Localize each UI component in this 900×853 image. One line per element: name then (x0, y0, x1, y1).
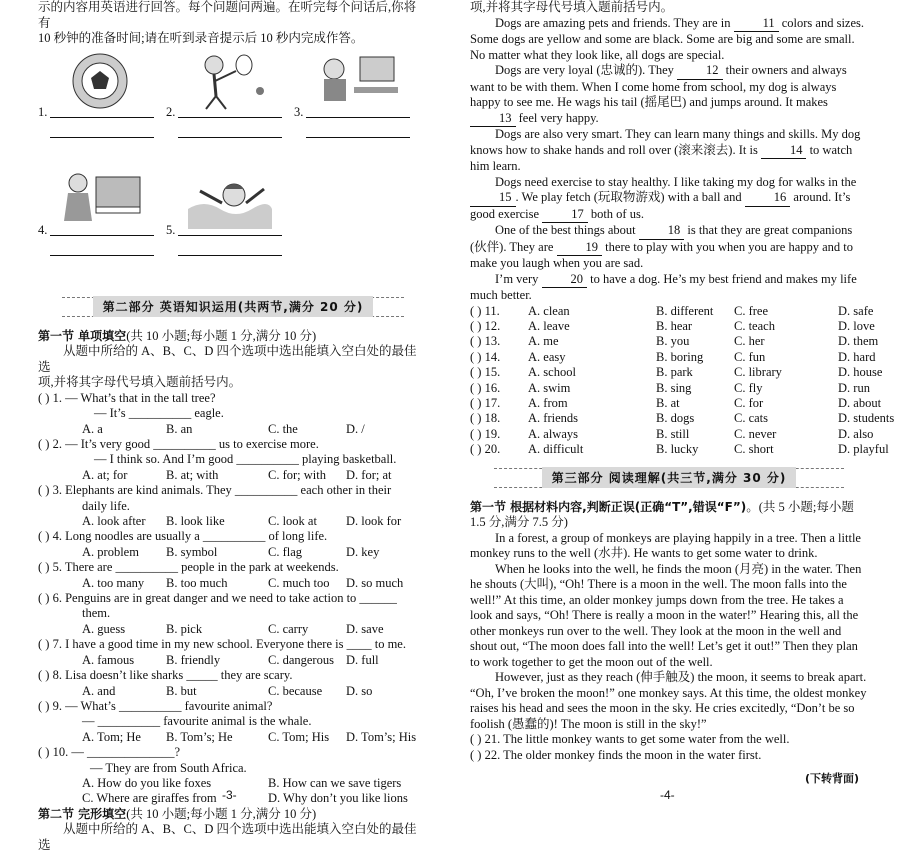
option: D. them (838, 334, 879, 349)
section2-note: (共 10 小题;每小题 1 分,满分 10 分) (126, 806, 317, 821)
option: C. teach (734, 318, 775, 333)
section1-instruction: 从题中所给的 A、B、C、D 四个选项中选出能填入空白处的最佳选 (38, 344, 417, 374)
picture-3: 3. (294, 51, 422, 169)
answer-line[interactable] (50, 117, 154, 118)
answer-line[interactable] (178, 255, 282, 256)
left-page (38, 0, 428, 853)
answer-line[interactable] (50, 137, 154, 138)
question-10: ( ) 10. — ______________? — They are from South Africa. A. How do you like foxes B. How can we save tigers C. Where are giraffes from D. Why don’t you like lions (38, 745, 408, 806)
cloze-blank[interactable]: 16 (745, 190, 791, 207)
cloze-blank[interactable]: 13 (470, 111, 516, 128)
cloze-blank[interactable]: 18 (639, 223, 685, 240)
passage-paragraph (470, 127, 868, 175)
cloze-question (470, 411, 895, 426)
right-top-line: 项,并将其字母代号填入题前括号内。 (470, 0, 674, 14)
cloze-question (470, 395, 882, 411)
option: B. at (656, 395, 680, 410)
cloze-question (470, 349, 876, 365)
option: A. friends (528, 411, 578, 426)
option: D. house (838, 365, 883, 380)
question-number: ( ) 12. (470, 318, 501, 333)
option: B. hear (656, 318, 693, 333)
option: A. me (528, 334, 559, 349)
option: D. also (838, 426, 874, 441)
option: C. her (734, 334, 765, 349)
question-6: ( ) 6. Penguins are in great danger and we need to take action to ______ them. A. guess B. pick C. carry D. save (38, 590, 397, 636)
page-number-left: -3- (222, 788, 237, 802)
cloze-question (470, 318, 875, 334)
question-8: ( ) 8. Lisa doesn’t like sharks _____ they are scary. A. and B. but C. because D. so (38, 668, 373, 698)
option: B. boring (656, 349, 704, 364)
cloze-blank[interactable]: 17 (542, 207, 588, 224)
question-4: ( ) 4. Long noodles are usually a __________ of long life. A. problem B. symbol C. flag D. key (38, 529, 380, 559)
option: B. still (656, 426, 690, 441)
right-page (470, 0, 895, 763)
section1-title: 第一节 单项填空 (38, 328, 127, 343)
passage-text: Dogs need exercise to stay healthy. I like taking my dog for walks in the (495, 174, 857, 189)
intro-line-1: 示的内容用英语进行回答。每个问题问两遍。在听完每个问话后,你将有 (38, 0, 417, 30)
cloze-passage (470, 16, 868, 304)
cloze-blank[interactable]: 11 (734, 16, 779, 33)
option: B. different (656, 303, 714, 318)
passage-paragraph (470, 223, 868, 272)
question-number: ( ) 19. (470, 426, 501, 441)
reading-paragraph-3: However, just as they reach (伸手触及) the moon, it seems to break apart. “Oh, I’ve broken the moon!” one monkey says. At this time, the oldest monkey raises his head and sees the moon in the sky. He cries excitedly, “Don’t be so foolish (愚蠢的)! The moon is still in the sky!” (470, 670, 867, 731)
option: C. library (734, 365, 782, 380)
answer-line[interactable] (306, 137, 410, 138)
passage-text: around. It’s good exercise (470, 190, 851, 221)
option: D. playful (838, 442, 889, 457)
section2-instruction: 从题中所给的 A、B、C、D 四个选项中选出能填入空白处的最佳选 (38, 822, 417, 852)
cloze-question (470, 442, 889, 457)
option: A. clean (528, 303, 570, 318)
option: C. short (734, 442, 774, 457)
reading-section-title: 第一节 根据材料内容,判断正误(正确“T”,错误“F”) (470, 499, 747, 514)
part2-header: 第二部分 英语知识运用(共两节,满分 20 分) (38, 295, 428, 319)
reading-section-note: 。(共 5 小题;每小题 1.5 分,满分 7.5 分) (470, 499, 854, 530)
answer-line[interactable] (306, 117, 410, 118)
question-3: ( ) 3. Elephants are kind animals. They __________ each other in their daily life. A. look after B. look like C. look at D. look for (38, 483, 402, 529)
cloze-question (470, 303, 874, 319)
answer-line[interactable] (50, 235, 154, 236)
passage-text: Dogs are amazing pets and friends. They are in (495, 15, 734, 30)
section1-note: (共 10 小题;每小题 1 分,满分 10 分) (126, 328, 317, 343)
question-number: ( ) 15. (470, 365, 501, 380)
answer-line[interactable] (50, 255, 154, 256)
passage-text: I’m very (495, 271, 542, 286)
passage-text: Dogs are also very smart. They can learn many things and skills. My dog knows how to shake hands and roll over (滚来滚去). It is (470, 127, 861, 157)
intro-line-2: 10 秒钟的准备时间;请在听到录音提示后 10 秒内完成作答。 (38, 31, 364, 45)
passage-text: is that they are great companions (伙伴). They are (470, 223, 853, 254)
option: A. easy (528, 349, 566, 364)
answer-line[interactable] (178, 235, 282, 236)
cloze-blank[interactable]: 20 (542, 272, 588, 289)
option: A. from (528, 395, 568, 410)
cloze-blank[interactable]: 19 (557, 240, 603, 257)
option: D. run (838, 380, 870, 395)
reading-paragraph-2: When he looks into the well, he finds the moon (月亮) in the water. Then he shouts (大叫), “Oh! There is a moon in the well. The moon falls into the well!” At this time, an older monkey jumps down from the tree. He takes a look and says, “Oh! There is really a moon in the water!” Hearing this, all the other monkeys run over to the well. They look at the moon in the well and shout out, “The moon does fall into the well! Let’s get it out!” Then they plan to work together to get the moon out of the well. (470, 561, 862, 669)
question-number: ( ) 11. (470, 303, 500, 318)
option: C. for (734, 395, 764, 410)
option: A. school (528, 365, 576, 380)
turn-over-note: (下转背面) (805, 772, 860, 785)
question-number: ( ) 20. (470, 442, 501, 457)
cloze-question (470, 365, 883, 380)
question-number: ( ) 16. (470, 380, 501, 395)
passage-paragraph (470, 175, 868, 224)
tennis-girl-icon (184, 51, 272, 111)
passage-text: . We play fetch (玩取物游戏) with a ball and (515, 190, 745, 204)
soccer-ball-icon (56, 51, 144, 111)
option: A. leave (528, 318, 570, 333)
computer-boy-icon (312, 51, 400, 111)
tf-question-22: ( ) 22. The older monkey finds the moon in the water first. (470, 747, 762, 762)
picture-4: 4. (38, 169, 166, 287)
passage-text: feel very happy. (515, 110, 599, 125)
option: D. about (838, 395, 882, 410)
option: B. dogs (656, 411, 695, 426)
passage-paragraph (470, 16, 868, 64)
option: B. sing (656, 380, 692, 395)
cloze-question (470, 426, 874, 442)
question-1: ( ) 1. — What’s that in the tall tree? — It’s __________ eagle. A. a B. an C. the D. / (38, 390, 365, 436)
picture-2: 2. (166, 51, 294, 169)
question-7: ( ) 7. I have a good time in my new school. Everyone there is ____ to me. A. famous B. friendly C. dangerous D. full (38, 637, 406, 667)
passage-text: One of the best things about (495, 223, 639, 237)
option: A. difficult (528, 442, 584, 457)
option: C. cats (734, 411, 769, 426)
option: A. always (528, 426, 578, 441)
passage-text: their owners and always want to be with them. When I come home from school, my dog is always happy to see me. He wags his tail (摇尾巴) and jumps around. It makes (470, 63, 847, 109)
cloze-blank[interactable]: 12 (677, 63, 723, 80)
picture-grid (38, 51, 428, 287)
answer-line[interactable] (178, 117, 282, 118)
passage-paragraph (470, 272, 868, 304)
cloze-blank[interactable]: 14 (761, 143, 807, 160)
answer-line[interactable] (178, 137, 282, 138)
passage-paragraph (470, 63, 868, 127)
cloze-options (470, 303, 895, 458)
cloze-blank[interactable]: 15 (470, 190, 516, 207)
question-5: ( ) 5. There are __________ people in the park at weekends. A. too many B. too much C. much too D. so much (38, 560, 404, 590)
swimmer-icon (184, 169, 272, 229)
option: B. park (656, 365, 693, 380)
passage-text: to have a dog. He’s my best friend and makes my life much better. (470, 271, 857, 302)
picture-5: 5. (166, 169, 294, 287)
option: D. students (838, 411, 895, 426)
section2-title: 第二节 完形填空 (38, 806, 127, 821)
reading-paragraph-1: In a forest, a group of monkeys are playing happily in a tree. Then a little monkey runs to the well (水井). He wants to get some water to drink. (470, 530, 861, 561)
question-number: ( ) 18. (470, 411, 501, 426)
piano-girl-icon (56, 169, 144, 229)
tf-question-21: ( ) 21. The little monkey wants to get some water from the well. (470, 732, 790, 747)
option: D. safe (838, 303, 874, 318)
question-9: ( ) 9. — What’s __________ favourite animal? — __________ favourite animal is the whale. A. Tom; He B. Tom’s; He C. Tom; His D. Tom’s; His (38, 698, 417, 744)
page-number-right: -4- (660, 788, 675, 802)
option: B. lucky (656, 442, 699, 457)
question-number: ( ) 17. (470, 395, 501, 410)
option: A. swim (528, 380, 571, 395)
option: B. you (656, 334, 690, 349)
option: D. love (838, 318, 875, 333)
option: C. never (734, 426, 777, 441)
passage-text: colors and sizes. Some dogs are yellow and some are black. Some are big and some are small. No matter what they look like, all dogs are special. (470, 15, 865, 62)
section1-instruction: 项,并将其字母代号填入题前括号内。 (38, 375, 242, 389)
option: D. hard (838, 349, 876, 364)
option: C. free (734, 303, 769, 318)
question-number: ( ) 14. (470, 349, 501, 364)
passage-text: Dogs are very loyal (忠诚的). They (495, 63, 678, 77)
picture-1: 1. (38, 51, 166, 169)
cloze-question (470, 381, 868, 396)
passage-text: to watch him learn. (470, 142, 853, 173)
option: C. fun (734, 349, 766, 364)
passage-text: both of us. (587, 206, 644, 221)
question-2: ( ) 2. — It’s very good __________ us to exercise more. — I think so. And I’m good __________ playing basketball. A. at; for B. at; with C. for; with D. for; at (38, 436, 397, 482)
cloze-question (470, 334, 879, 349)
passage-text: there to play with you when you are happy and to make you laugh when you are sad. (470, 239, 854, 270)
question-number: ( ) 13. (470, 334, 501, 349)
option: C. fly (734, 380, 763, 395)
part3-header: 第三部分 阅读理解(共三节,满分 30 分) (470, 466, 868, 490)
